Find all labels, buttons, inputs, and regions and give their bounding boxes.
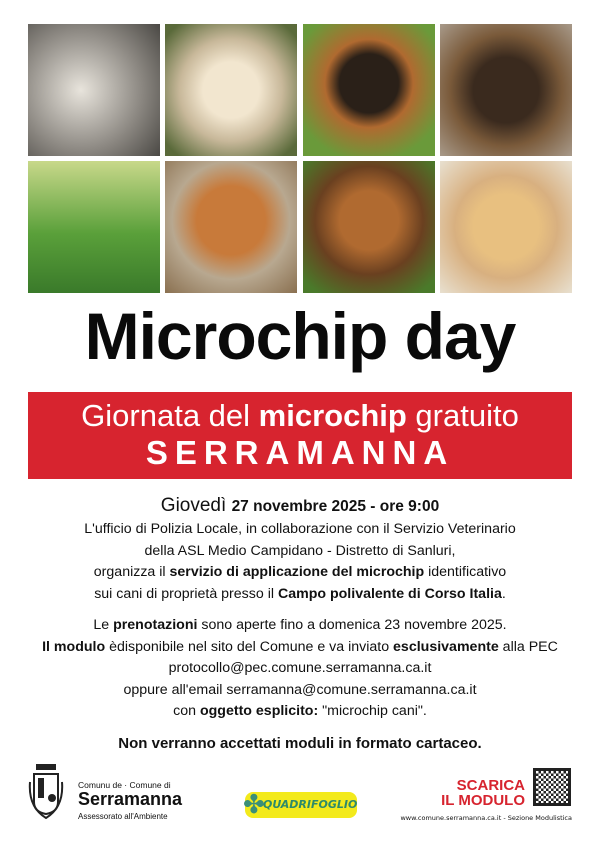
page-title: Microchip day	[84, 299, 516, 373]
text: oggetto esplicito:	[199, 703, 319, 719]
municipal-crest-icon	[28, 762, 64, 820]
event-date	[0, 494, 600, 519]
comune-logo-text	[78, 780, 182, 821]
pec-address[interactable]: protocollo@pec.comune.serramanna.ca.it	[168, 660, 432, 676]
puppy-photo	[303, 161, 435, 293]
text-line	[0, 615, 600, 637]
text: Il modulo	[42, 638, 106, 655]
text: Comunu de · Comune di	[78, 780, 171, 790]
text: Le	[93, 617, 114, 633]
text: gratuito	[406, 398, 519, 433]
clover-icon: ✤	[243, 790, 265, 820]
quadrifoglio-logo	[245, 792, 357, 818]
text: .	[501, 585, 506, 602]
text: servizio di applicazione del microchip	[169, 564, 425, 580]
text-line: della ASL Medio Campidano - Distretto di Sanluri,	[144, 542, 456, 559]
text: Giornata del	[81, 398, 259, 433]
email-line: oppure all'email serramanna@comune.serramanna.ca.it	[123, 681, 477, 698]
download-form-link[interactable]	[441, 778, 525, 808]
text: sui cani di proprietà presso il	[94, 585, 278, 602]
banner	[28, 392, 572, 479]
puppy-photo	[28, 161, 160, 293]
text: èdisponibile nel sito del Comune e va inviato	[105, 638, 394, 655]
text-line: L'ufficio di Polizia Locale, in collaborazione con il Servizio Veterinario	[84, 521, 516, 537]
text: IL MODULO	[441, 792, 525, 809]
text-line	[0, 637, 600, 659]
text-line	[0, 701, 600, 723]
text: Giovedì	[160, 495, 232, 516]
puppy-photo	[165, 24, 297, 156]
footer	[0, 760, 600, 830]
text: "microchip cani".	[318, 703, 427, 719]
puppy-photo	[440, 24, 572, 156]
text: Serramanna	[78, 789, 183, 809]
text: sono aperte fino a domenica 23 novembre 2025.	[197, 617, 507, 633]
text: prenotazioni	[113, 617, 198, 633]
warning-text: Non verranno accettati moduli in formato cartaceo.	[118, 734, 482, 752]
text-line	[0, 562, 600, 584]
text: Campo polivalente di Corso Italia	[277, 585, 502, 602]
qr-code-icon[interactable]	[533, 768, 571, 806]
text: identificativo	[424, 564, 507, 580]
text: organizza il	[93, 564, 170, 580]
puppy-photo	[303, 24, 435, 156]
text: alla PEC	[498, 638, 558, 655]
puppy-photo	[28, 24, 160, 156]
text: esclusivamente	[393, 638, 499, 655]
text: Assessorato all'Ambiente	[78, 812, 168, 821]
text: 27 novembre 2025 - ore 9:00	[231, 498, 440, 515]
banner-town: SERRAMANNA	[145, 434, 455, 471]
text: microchip	[258, 398, 407, 433]
puppy-photo	[440, 161, 572, 293]
body-text	[0, 494, 600, 754]
text: SCARICA	[456, 777, 525, 794]
puppy-photo	[165, 161, 297, 293]
text: con	[173, 703, 200, 719]
banner-subtitle	[28, 398, 572, 434]
text: QUADRIFOGLIO	[263, 798, 358, 811]
website-url: www.comune.serramanna.ca.it - Sezione Modulistica	[400, 814, 572, 822]
text-line	[0, 584, 600, 606]
